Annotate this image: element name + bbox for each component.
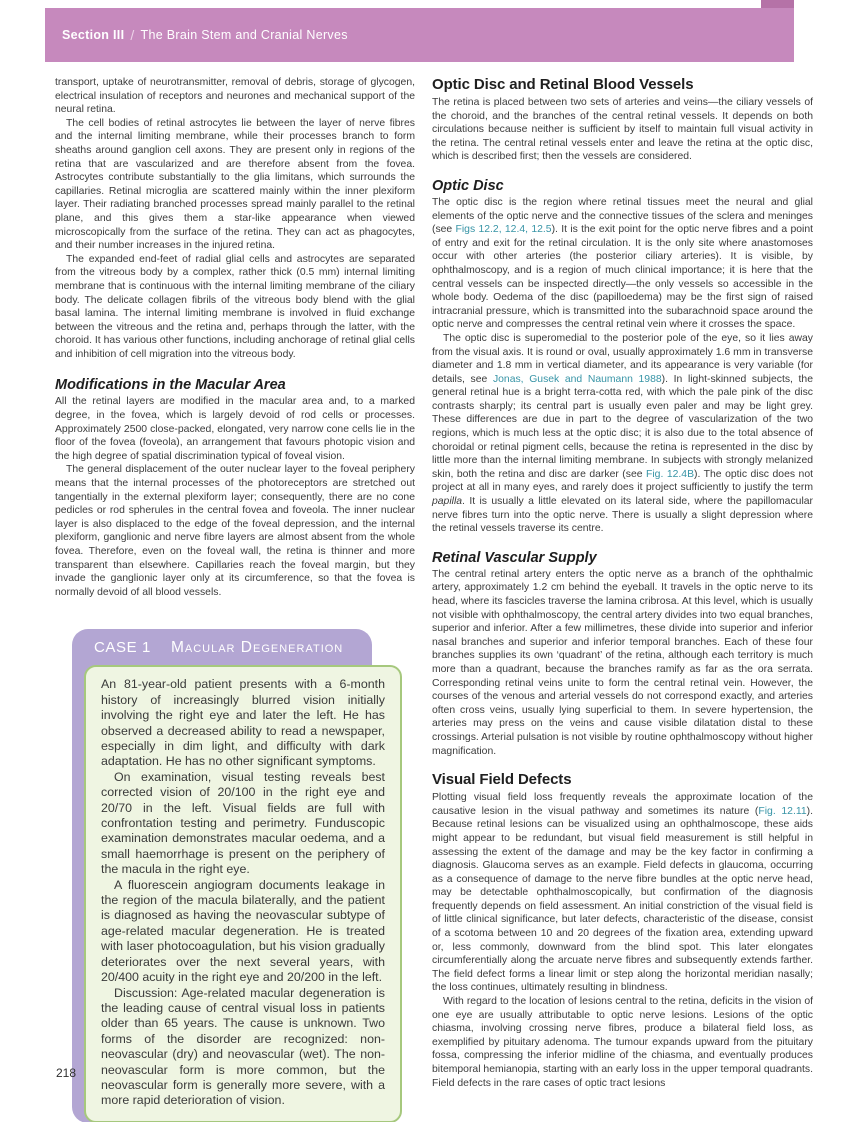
figure-reference-link[interactable]: Fig. 12.4B [646, 468, 695, 480]
case-number-label: CASE 1 [94, 639, 151, 657]
paragraph [432, 791, 813, 995]
two-column-body [55, 76, 813, 1122]
heading-optic-disc-and-retinal-blood-vessels: Optic Disc and Retinal Blood Vessels [432, 76, 694, 93]
paragraph: The cell bodies of retinal astrocytes lie between the layer of nerve fibres and the internal limiting membrane, while their processes branch to form sheaths around ganglion cell axons. They are present only in regions of the retina that are vascularized and are therefore absent from the fovea. Astrocytes contribute substantially to the glia limitans, which surrounds the capillaries. Retinal microglia are scattered mainly within the inner plexiform layer. Their radiating branched processes spread mainly parallel to the retinal plane, and this gives them a star-like appearance when viewed microscopically from the surface of the retina. They can act as phagocytes, and their number increases in the injured retina. [55, 117, 415, 252]
case-title: Macular Degeneration [170, 639, 344, 657]
heading-visual-field-defects: Visual Field Defects [432, 771, 572, 789]
case-paragraph: Discussion: Age-related macular degeneration is the leading cause of central visual loss in patients older than 65 years. The cause is unknown. Two forms of the disorder are recognized: non-neovascular (dry) and neovascular (wet). The non-neovascular form is more common, but the neovascular form is generally more severe, with a more rapid deterioration of vision. [101, 985, 385, 1108]
paragraph: transport, uptake of neurotransmitter, removal of debris, storage of glycogen, electrical insulation of receptors and neurones and mechanical support of the neural retina. [55, 77, 415, 116]
text-segment: ). Because retinal lesions can be visualized using an ophthalmoscope, these aids might appear to be redundant, but visual field measurement is still helpful in assessing the extent of the damage and may be the key factor in confirming a diagnosis. Glaucoma serves as an example. Field defects in glaucoma, occurring as a consequence of damage to the nerve fibre bundles at the optic nerve head, may be detectable ophthalmoscopically, but confirmation of the diagnosis frequently depends on field assessment. An initial constriction of the visual field is of little clinical significance, but later defects, characteristic of the disease, consist of a scotoma between 10 and 20 degrees of the fixation area, extending upward or, less commonly, downward from the blind spot. This later elongates circumferentially along the arcuate nerve fibres and subsequently extends farther. The field defect forms a linear limit or step along the horizontal meridian nasally; the loss continues, ultimately resulting in blindness. [432, 805, 813, 994]
figure-reference-link[interactable]: Jonas, Gusek and Naumann 1988 [492, 373, 662, 385]
figure-reference-link[interactable]: Fig. 12.11 [758, 805, 807, 817]
section-header-band [45, 8, 794, 62]
heading-retinal-vascular-supply: Retinal Vascular Supply [432, 549, 597, 566]
section-label: Section III [62, 28, 125, 42]
text-segment: Plotting visual field loss frequently reveals the approximate location of the causative lesion in the visual pathway and sometimes its nature ( [432, 792, 813, 817]
paragraph: The expanded end-feet of radial glial cells and astrocytes are separated from the vitreous body by a complex, rather thick (0.5 mm) internal limiting membrane that is continuous with the internal limiting membrane of the ciliary body. The delicate collagen fibrils of the vitreous body blend with the glial basal lamina. The internal limiting membrane is involved in fluid exchange between the vitreous and the retina and, perhaps through the latter, with the choroid. It has various other functions, including anchorage of retinal glial cells and inhibition of cell migration into the vitreous body. [55, 253, 415, 360]
text-segment: papilla [432, 496, 463, 508]
case-paragraph: A fluorescein angiogram documents leakage in the region of the macula bilaterally, and the patient is diagnosed as having the neovascular subtype of age-related macular degeneration. He is treated with laser photocoagulation, but his vision gradually deteriorates over the next several years, with 20/400 acuity in the right eye and 20/200 in the left. [101, 877, 385, 985]
text-segment: . It is usually a little elevated on its lateral side, where the papillomacular nerve fibres turn into the optic nerve. There is usually a slight depression where the retinal vessels traverse its centre. [432, 496, 813, 535]
page-number: 218 [56, 1066, 77, 1080]
text-segment: ). The optic disc does not project at all in many eyes, and rarely does it project sufficiently to justify the term [432, 468, 813, 494]
section-separator: / [130, 27, 135, 43]
paragraph: The central retinal artery enters the optic nerve as a branch of the ophthalmic artery, approximately 1.2 cm behind the eyeball. It travels in the optic nerve to its head, where its fascicles traverse the lamina cribrosa. At this level, which is usually not visible with ophthalmoscopy, the central artery divides into two equal branches, superior and inferior. After a few millimetres, these divide into superior and inferior nasal branches and superior and inferior temporal branches. Each of these four branches supplies its own ‘quadrant’ of the retina, although each territory is much more than a quadrant, because the branches ramify as far as the ora serrata. Corresponding retinal veins unite to form the central retinal vein. However, the courses of the venous and arterial vessels do not correspond exactly, and arteries often cross veins, usually lying superficial to them. In severe hypertension, the arteries may press on the veins and cause visible dilatation distal to these crossings. Arterial pulsation is not visible by routine ophthalmoscopy without higher magnification. [432, 568, 813, 757]
case-box-header [72, 635, 372, 665]
paragraph [432, 332, 813, 536]
paragraph: The retina is placed between two sets of arteries and veins—the ciliary vessels of the choroid, and the branches of the central retinal vessels. It depends on both circulations because neither is sufficient by itself to maintain full visual activity in the retina. The central retinal vessels enter and leave the retina at the optic disc, which is described first; then the vessels are considered. [432, 97, 813, 163]
paragraph: With regard to the location of lesions central to the retina, deficits in the vision of one eye are usually attributable to optic nerve lesions. Lesions of the optic chiasma, involving crossing nerve fibres, produce a bilateral field loss, as exemplified by pituitary adenoma. The tumour expands upward from the pituitary fossa, compressing the inferior midline of the chiasma, and eventually produces bitemporal hemianopia, starting with an early loss in the upper temporal quadrants. Field defects in the rare cases of optic tract lesions [432, 996, 813, 1089]
case-study-box [72, 629, 385, 1122]
section-title: The Brain Stem and Cranial Nerves [140, 28, 348, 42]
text-segment: ). It is the exit point for the optic nerve fibres and a point of entry and exit for the retinal circulation. It is the only site where anastomoses occur with other arteries (the posterior ciliary arteries). It is visible, by ophthalmoscopy, and is a region of much clinical importance; it is here that the central vessels can be inspected directly—the only vessels so accessible in the whole body. Oedema of the disc (papilloedema) may be the first sign of raised intracranial pressure, which is transmitted into the subarachnoid space around the optic nerve and compresses the central retinal vein where it crosses the space. [432, 224, 813, 331]
paragraph: All the retinal layers are modified in the macular area and, to a marked degree, in the fovea, which is largely devoid of rod cells or processes. Approximately 2500 close-packed, elongated, very narrow cone cells lie in the floor of the fovea (foveola), an arrangement that favours photopic vision and the high degree of spatial discrimination typical of foveal vision. [55, 396, 415, 462]
case-paragraph: An 81-year-old patient presents with a 6-month history of increasingly blurred vision initially involving the right eye and later the left. He has observed a decreased ability to read a newspaper, especially in dim light, and difficulty with dark adaptation. He has no other significant symptoms. [101, 677, 385, 769]
case-box-body [84, 665, 402, 1122]
text-segment: The optic disc is superomedial to the posterior pole of the eye, so it lies away from the visual axis. It is round or oval, usually approximately 1.6 mm in transverse diameter and 1.8 mm in vertical diameter, and its appearance is very variable (for details, see [432, 332, 813, 385]
figure-reference-link[interactable]: Figs 12.2, 12.4, 12.5 [455, 224, 552, 236]
heading-optic-disc: Optic Disc [432, 177, 504, 194]
heading-modifications-macular-area: Modifications in the Macular Area [55, 377, 286, 394]
text-segment: ). In light-skinned subjects, the general retinal hue is a bright terra-cotta red, with which the pale pink of the disc contrasts sharply; its central part is usually even paler and may be light grey. These differences are due in part to the degree of vascularization of the two regions, which is much less at the optic disc; it is also due to the total absence of choroidal or retinal pigment cells, because the retina is represented in the disc by little more than the internal limiting membrane. In subjects with strongly melanized skin, both the retina and disc are darker (see [432, 373, 813, 480]
paragraph: The general displacement of the outer nuclear layer to the foveal periphery means that the internal processes of the photoreceptors are stretched out tangentially in the external plexiform layer; consequently, there are no cone pedicles or rod spherules in the central fovea and foveola. The inner nuclear layer is also displaced to the edge of the foveal depression, and the internal plexiform, ganglionic and nerve fibre layers are almost absent from the whole fovea. Therefore, even on the foveal wall, the retina is thinner and more transparent than elsewhere. Capillaries reach the foveal margin, but they invade the ganglionic layer only at its circumference, so that the fovea is normally devoid of all blood vessels. [55, 464, 415, 598]
paragraph [432, 196, 813, 332]
case-paragraph: On examination, visual testing reveals best corrected vision of 20/100 in the right eye and 20/70 in the left. Visual fields are full with confrontation testing and perimetry. Funduscopic examination demonstrates macular oedema, and a small haemorrhage is present on the periphery of the macula in the right eye. [101, 769, 385, 877]
right-column [432, 76, 813, 1122]
left-column [55, 76, 415, 1122]
text-segment: The optic disc is the region where retinal tissues meet the neural and glial elements of the optic nerve and the connective tissues of the sclera and meninges (see [432, 196, 813, 236]
